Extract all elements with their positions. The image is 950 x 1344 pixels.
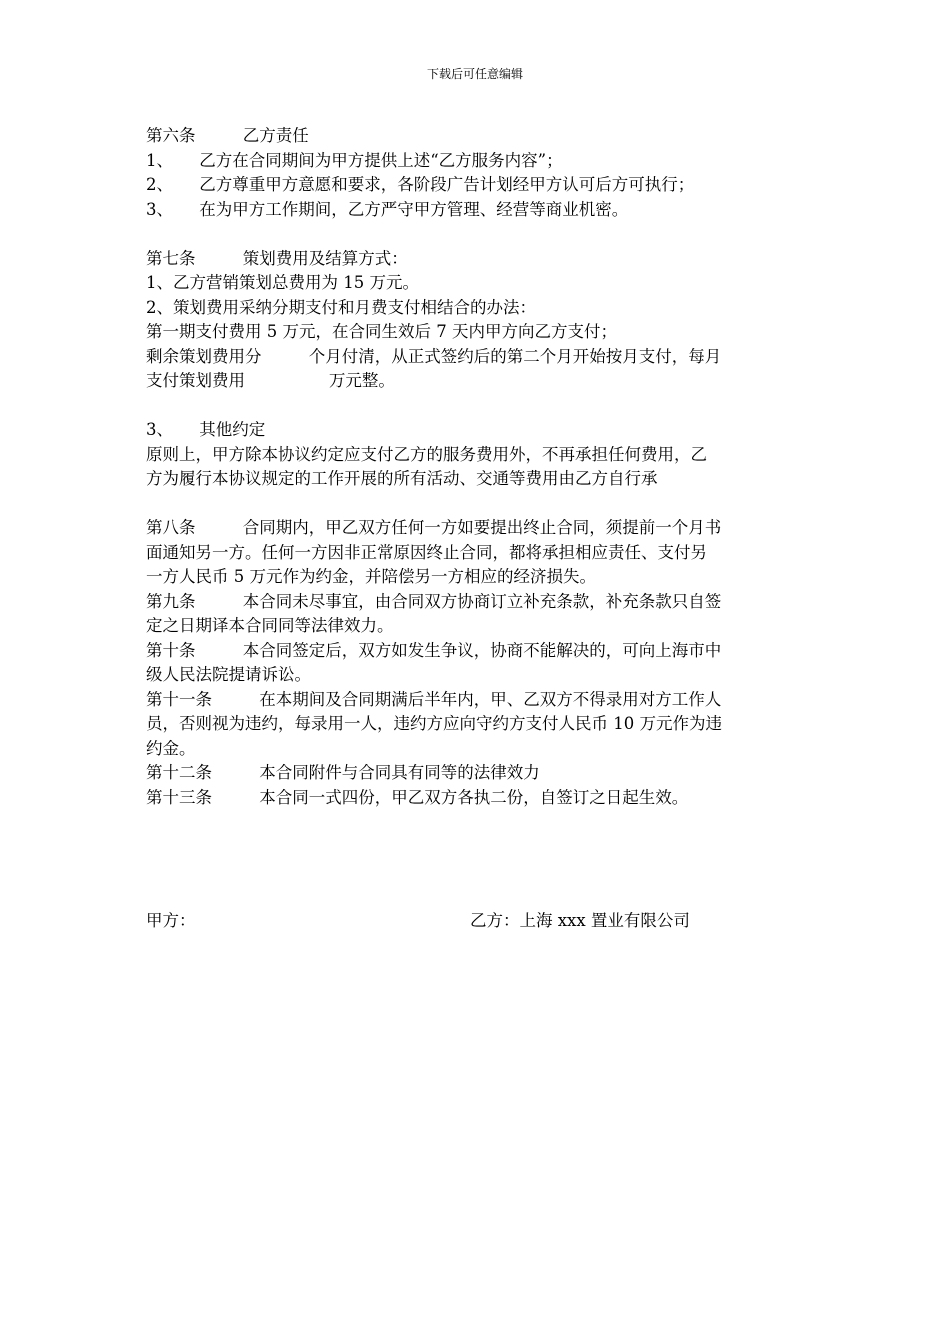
signature-block [146,908,806,934]
contract-body [146,124,806,810]
article-10-line-2: 级人民法院提请诉讼。 [146,665,311,684]
article-7-remaining-payment-line-1: 剩余策划费用分 个月付清，从正式签约后的第二个月开始按月支付，每月 [146,346,722,366]
article-8-line-3: 一方人民币 5 万元作为约金，并陪偿另一方相应的经济损失。 [146,567,596,586]
article-7-item-3-title: 3、 其他约定 [146,420,266,439]
spacer [146,492,806,517]
article-9-line-1: 第九条 本合同未尽事宜，由合同双方协商订立补充条款，补充条款只自签 [146,591,722,611]
article-7-item-2: 2、策划费用采纳分期支付和月费支付相结合的办法： [146,297,536,317]
article-6-item-2: 2、 乙方尊重甲方意愿和要求，各阶段广告计划经甲方认可后方可执行； [146,175,695,194]
party-b-label: 乙方：上海 xxx 置业有限公司 [470,911,690,930]
article-7-remaining-payment-line-2: 支付策划费用 万元整。 [146,371,395,390]
article-7-item-3-line-2: 方为履行本协议规定的工作开展的所有活动、交通等费用由乙方自行承 [146,469,658,488]
article-12: 第十二条 本合同附件与合同具有同等的法律效力 [146,763,540,782]
header-note: 下载后可任意编辑 [426,67,523,81]
article-8-line-1: 第八条 合同期内，甲乙双方任何一方如要提出终止合同，须提前一个月书 [146,518,722,537]
article-9-line-2: 定之日期译本合同同等法律效力。 [146,616,394,635]
article-11-line-1: 第十一条 在本期间及合同期满后半年内，甲、乙双方不得录用对方工作人 [146,689,722,709]
article-11-line-2: 员，否则视为违约，每录用一人，违约方应向守约方支付人民币 10 万元作为违 [146,714,722,733]
article-11-line-3: 约金。 [146,738,196,758]
article-6-item-3: 3、 在为甲方工作期间，乙方严守甲方管理、经营等商业机密。 [146,199,629,219]
article-6-title: 第六条 乙方责任 [146,126,309,145]
article-7-first-payment: 第一期支付费用 5 万元，在合同生效后 7 天内甲方向乙方支付； [146,322,617,341]
article-8-line-2: 面通知另一方。任何一方因非正常原因终止合同，都将承担相应责任、支付另 [146,542,707,562]
party-a-label: 甲方： [146,911,196,930]
article-7-title: 第七条 策划费用及结算方式： [146,248,408,268]
article-7-item-3-line-1: 原则上，甲方除本协议约定应支付乙方的服务费用外，不再承担任何费用，乙 [146,444,707,464]
article-10-line-1: 第十条 本合同签定后，双方如发生争议，协商不能解决的，可向上海市中 [146,640,722,660]
spacer [146,394,806,419]
article-6-item-1: 1、 乙方在合同期间为甲方提供上述“乙方服务内容”； [146,150,563,170]
article-7-item-1: 1、乙方营销策划总费用为 15 万元。 [146,273,419,292]
article-13: 第十三条 本合同一式四份，甲乙双方各执二份，自签订之日起生效。 [146,787,689,807]
spacer [146,222,806,247]
